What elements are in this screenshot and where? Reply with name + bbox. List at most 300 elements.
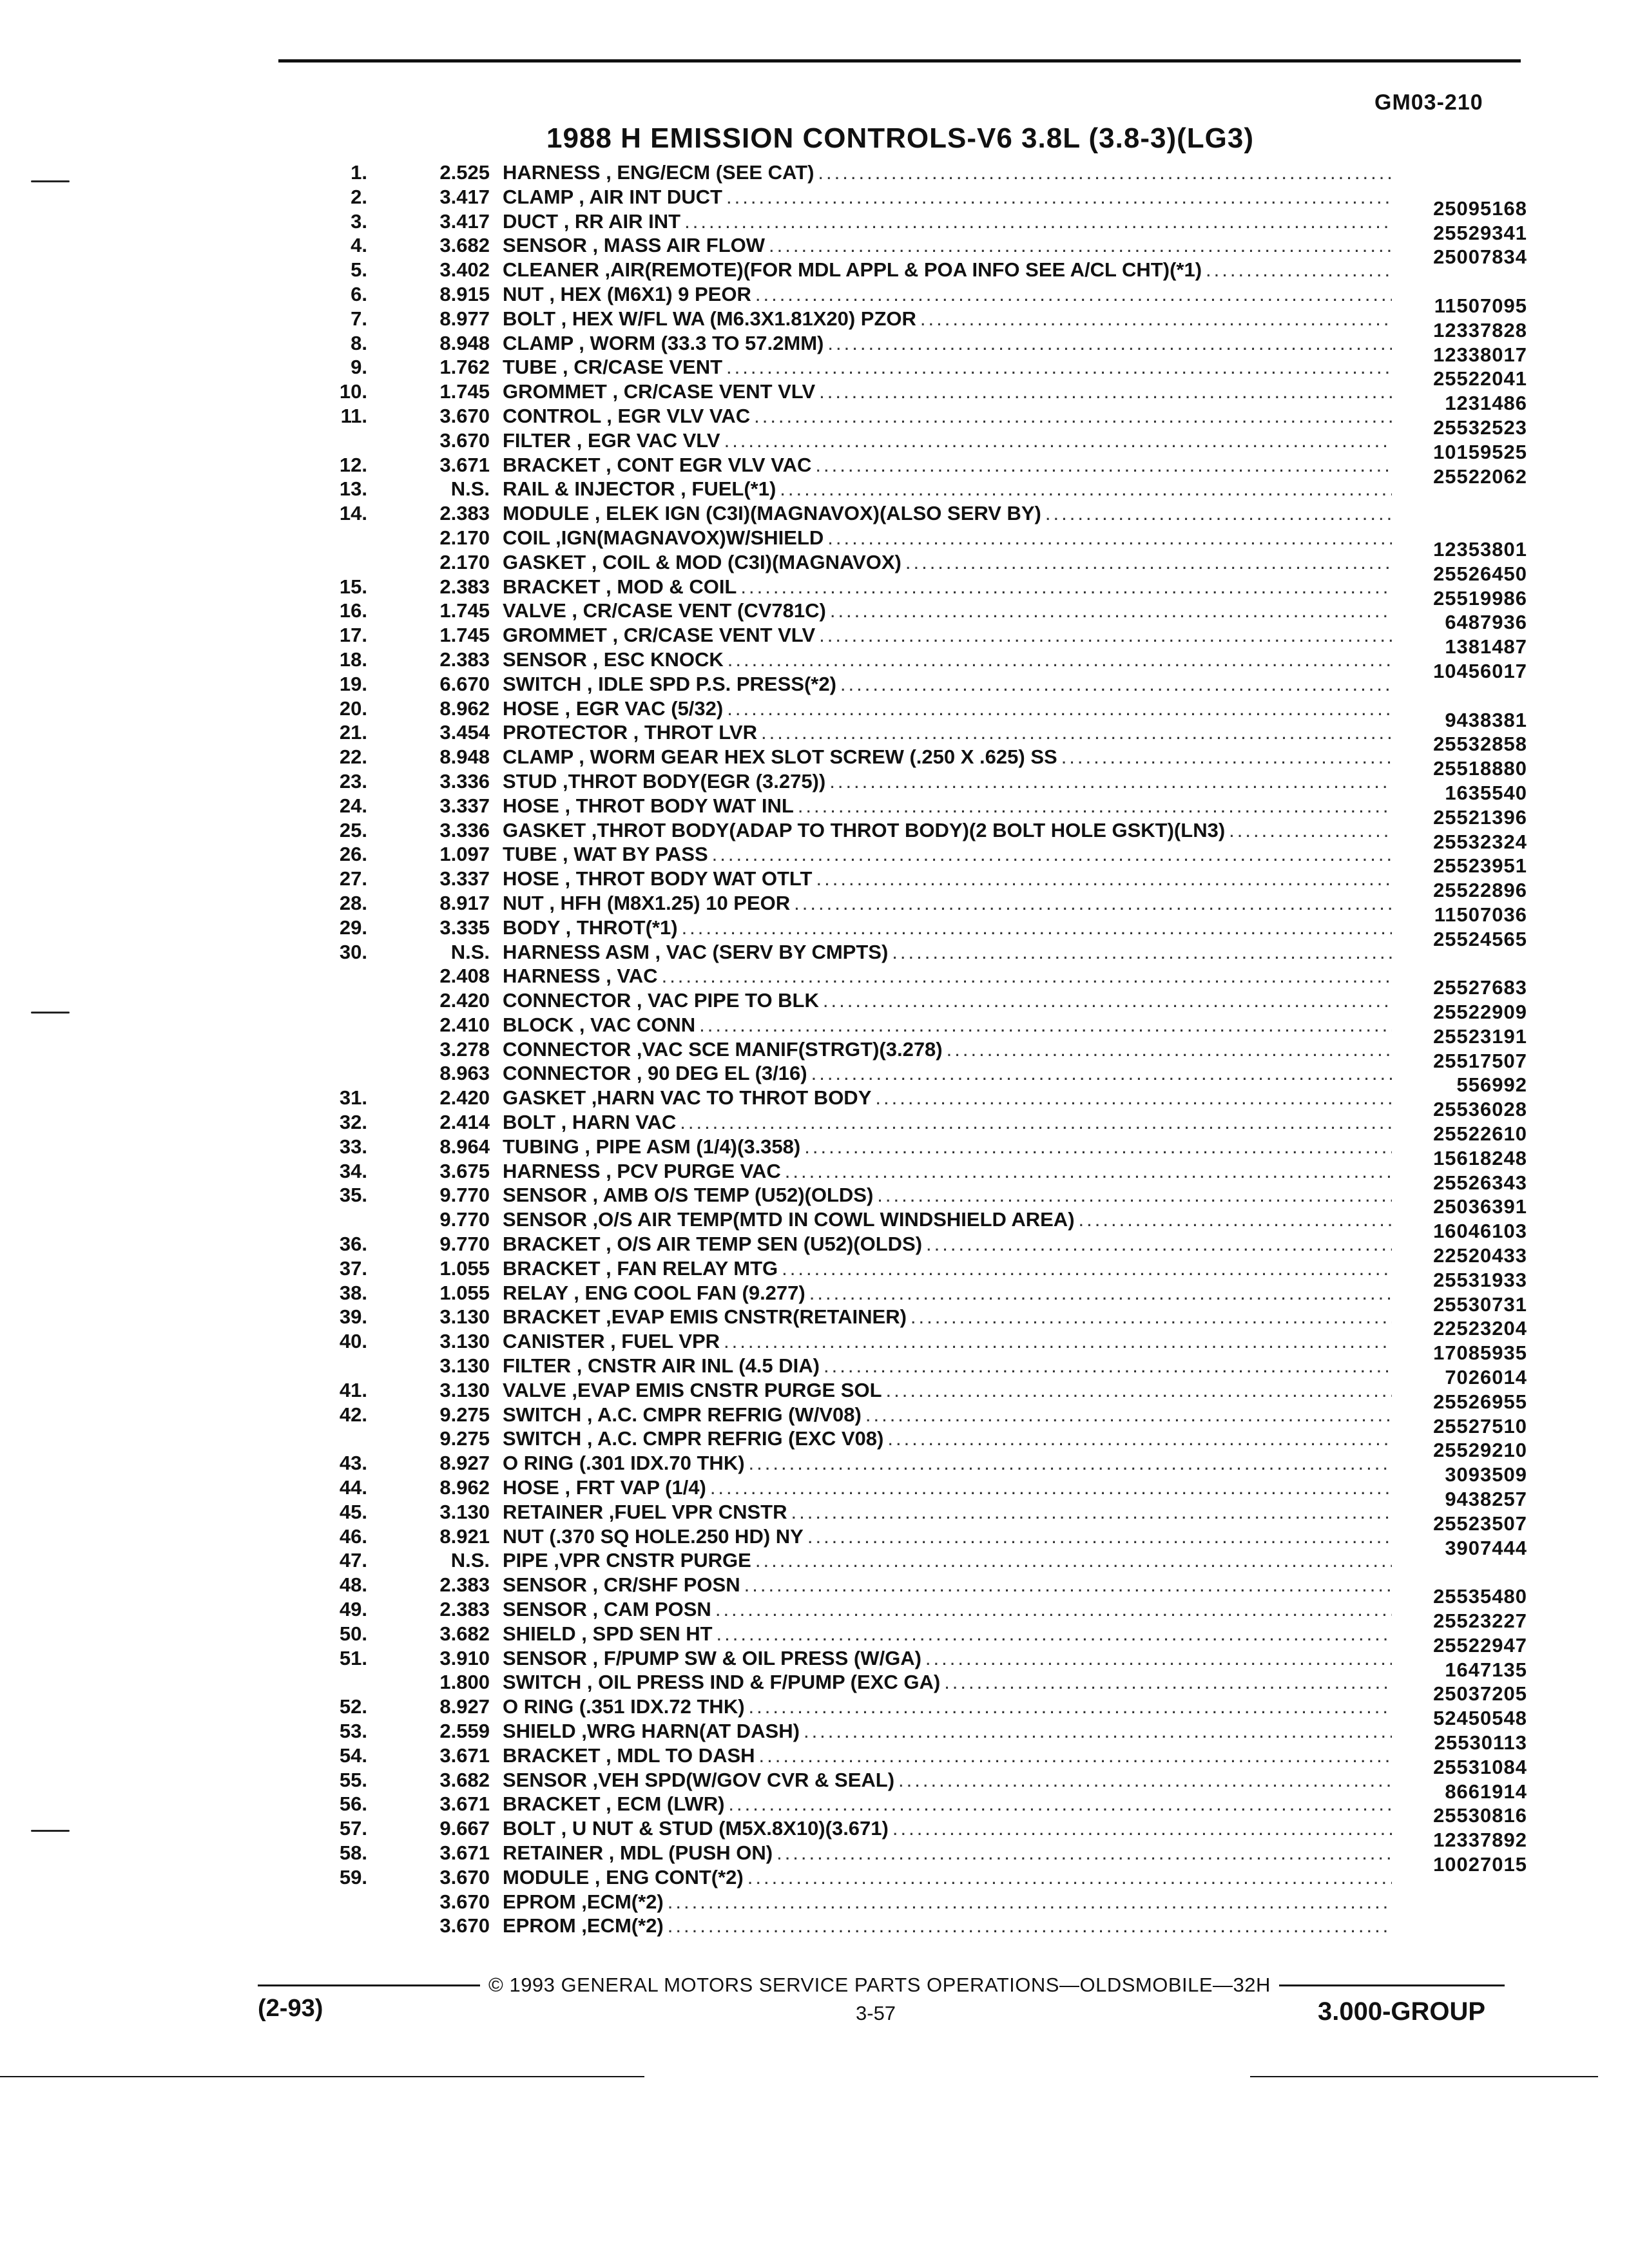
item-number: 34. bbox=[339, 1159, 367, 1182]
part-description-cell bbox=[490, 258, 1392, 282]
part-row bbox=[284, 769, 1527, 804]
dot-leader bbox=[800, 1720, 1392, 1743]
group-number: 3.335 bbox=[439, 916, 490, 939]
part-row bbox=[284, 1013, 1527, 1048]
part-number: 25532523 bbox=[1433, 416, 1527, 439]
group-number: 3.670 bbox=[439, 1865, 490, 1888]
dot-leader bbox=[940, 1671, 1392, 1694]
part-description-cell bbox=[490, 648, 1392, 671]
item-number: 46. bbox=[339, 1524, 367, 1548]
dot-leader bbox=[713, 1622, 1392, 1646]
part-description: BRACKET , ECM (LWR) bbox=[503, 1792, 725, 1816]
dot-leader bbox=[943, 1038, 1392, 1061]
item-number: 31. bbox=[339, 1086, 367, 1110]
part-description-cell bbox=[490, 1184, 1392, 1207]
part-description-cell bbox=[490, 721, 1392, 744]
group-number: 3.670 bbox=[439, 428, 490, 452]
part-description-cell bbox=[490, 1379, 1392, 1402]
dot-leader bbox=[790, 892, 1392, 915]
part-description-cell bbox=[490, 1330, 1392, 1353]
part-description: BRACKET ,EVAP EMIS CNSTR(RETAINER) bbox=[503, 1305, 907, 1329]
dot-leader bbox=[737, 575, 1392, 599]
part-description: EPROM ,ECM(*2) bbox=[503, 1914, 664, 1937]
part-number: 25529341 bbox=[1433, 221, 1527, 244]
dot-leader bbox=[1202, 258, 1392, 282]
part-description-cell bbox=[490, 941, 1392, 964]
part-description: NUT , HFH (M8X1.25) 10 PEOR bbox=[503, 891, 791, 914]
item-number: 6. bbox=[351, 282, 367, 305]
part-row bbox=[284, 599, 1527, 634]
item-number: 30. bbox=[339, 940, 367, 963]
item-number: 50. bbox=[339, 1622, 367, 1645]
part-description: CONNECTOR , VAC PIPE TO BLK bbox=[503, 989, 819, 1012]
part-description-cell bbox=[490, 186, 1392, 209]
part-number: 25527683 bbox=[1433, 976, 1527, 999]
item-number: 44. bbox=[339, 1476, 367, 1499]
part-row bbox=[284, 1135, 1527, 1169]
part-description: GASKET ,HARN VAC TO THROT BODY bbox=[503, 1086, 872, 1110]
group-number: 3.682 bbox=[439, 1768, 490, 1791]
parts-list bbox=[284, 161, 1527, 1939]
item-number: 23. bbox=[339, 769, 367, 793]
item-number: 33. bbox=[339, 1135, 367, 1158]
part-description-cell bbox=[490, 380, 1392, 403]
part-number: 25530113 bbox=[1434, 1731, 1527, 1754]
dot-leader bbox=[894, 1769, 1392, 1792]
part-description: HOSE , THROT BODY WAT OTLT bbox=[503, 867, 813, 890]
part-number: 25532324 bbox=[1433, 830, 1527, 853]
part-description: CLAMP , WORM GEAR HEX SLOT SCREW (.250 X .625) SS bbox=[503, 745, 1057, 769]
part-description: SWITCH , A.C. CMPR REFRIG (EXC V08) bbox=[503, 1427, 884, 1450]
group-number: 3.682 bbox=[439, 234, 490, 257]
part-number: 25526955 bbox=[1433, 1390, 1527, 1413]
part-number: 12338017 bbox=[1433, 343, 1527, 366]
group-number: 8.927 bbox=[439, 1452, 490, 1475]
part-description: PROTECTOR , THROT LVR bbox=[503, 721, 757, 744]
part-description-cell bbox=[490, 454, 1392, 477]
part-number: 15618248 bbox=[1433, 1146, 1527, 1169]
group-number: 3.417 bbox=[439, 209, 490, 233]
part-row bbox=[284, 648, 1527, 682]
footer-rule-right bbox=[1279, 1984, 1505, 1986]
part-description-cell bbox=[490, 1427, 1392, 1450]
part-row bbox=[284, 1354, 1527, 1389]
item-number: 48. bbox=[339, 1573, 367, 1597]
group-number: 3.671 bbox=[439, 1841, 490, 1864]
part-row bbox=[284, 891, 1527, 926]
part-number: 12337892 bbox=[1433, 1829, 1527, 1852]
part-description-cell bbox=[490, 161, 1392, 184]
item-number: 43. bbox=[339, 1452, 367, 1475]
part-description: RELAY , ENG COOL FAN (9.277) bbox=[503, 1281, 805, 1304]
part-description-cell bbox=[490, 697, 1392, 720]
part-number: 25521396 bbox=[1433, 805, 1527, 829]
dot-leader bbox=[921, 1647, 1392, 1670]
group-number: 1.055 bbox=[439, 1281, 490, 1304]
group-number: 2.383 bbox=[439, 502, 490, 525]
item-number: 29. bbox=[339, 916, 367, 939]
part-row bbox=[284, 1524, 1527, 1559]
part-row bbox=[284, 575, 1527, 610]
dot-leader bbox=[680, 210, 1392, 233]
dot-leader bbox=[804, 1525, 1392, 1548]
part-description-cell bbox=[490, 1135, 1392, 1158]
group-number: 3.278 bbox=[439, 1037, 490, 1061]
part-row bbox=[284, 1792, 1527, 1827]
part-description-cell bbox=[490, 1257, 1392, 1280]
part-description: CANISTER , FUEL VPR bbox=[503, 1330, 720, 1353]
part-description: CLAMP , AIR INT DUCT bbox=[503, 185, 722, 208]
item-number: 22. bbox=[339, 745, 367, 769]
part-row bbox=[284, 1500, 1527, 1535]
part-description-cell bbox=[490, 745, 1392, 769]
part-description: VALVE ,EVAP EMIS CNSTR PURGE SOL bbox=[503, 1378, 882, 1401]
item-number: 49. bbox=[339, 1598, 367, 1621]
part-description: RETAINER ,FUEL VPR CNSTR bbox=[503, 1500, 787, 1523]
part-number: 52450548 bbox=[1433, 1707, 1527, 1730]
group-number: 3.670 bbox=[439, 404, 490, 427]
dot-leader bbox=[805, 1282, 1392, 1305]
part-description: SENSOR ,VEH SPD(W/GOV CVR & SEAL) bbox=[503, 1768, 895, 1791]
group-number: 1.055 bbox=[439, 1256, 490, 1280]
part-description-cell bbox=[490, 1476, 1392, 1499]
item-number: 35. bbox=[339, 1184, 367, 1207]
part-description: CLAMP , WORM (33.3 TO 57.2MM) bbox=[503, 331, 824, 354]
dot-leader bbox=[664, 1890, 1392, 1914]
group-number: 3.682 bbox=[439, 1622, 490, 1645]
binding-mark bbox=[31, 180, 70, 182]
part-description-cell bbox=[490, 1549, 1392, 1572]
part-number: 9438381 bbox=[1445, 708, 1527, 731]
part-description-cell bbox=[490, 1598, 1392, 1621]
dot-leader bbox=[722, 186, 1392, 209]
group-number: 3.910 bbox=[439, 1646, 490, 1669]
part-description-cell bbox=[490, 526, 1392, 550]
part-description: GROMMET , CR/CASE VENT VLV bbox=[503, 624, 816, 647]
bottom-rule-right bbox=[1250, 2076, 1598, 2077]
part-description-cell bbox=[490, 1501, 1392, 1524]
group-number: 2.383 bbox=[439, 1598, 490, 1621]
part-description: SHIELD , SPD SEN HT bbox=[503, 1622, 713, 1645]
item-number: 3. bbox=[351, 209, 367, 233]
group-number: 8.948 bbox=[439, 331, 490, 354]
dot-leader bbox=[922, 1233, 1392, 1256]
group-number: 2.170 bbox=[439, 526, 490, 549]
binding-mark bbox=[31, 1830, 70, 1832]
group-number: 9.770 bbox=[439, 1208, 490, 1231]
part-number: 25523227 bbox=[1433, 1610, 1527, 1633]
part-description: BOLT , HEX W/FL WA (M6.3X1.81X20) PZOR bbox=[503, 307, 916, 330]
part-number: 9438257 bbox=[1445, 1488, 1527, 1511]
group-number: 9.275 bbox=[439, 1403, 490, 1426]
group-number: 9.770 bbox=[439, 1184, 490, 1207]
item-number: 40. bbox=[339, 1330, 367, 1353]
part-row bbox=[284, 258, 1527, 283]
group-number: 3.670 bbox=[439, 1914, 490, 1937]
part-description-cell bbox=[490, 234, 1392, 257]
part-row bbox=[284, 161, 1527, 186]
group-number: 3.130 bbox=[439, 1354, 490, 1378]
group-number: 2.420 bbox=[439, 989, 490, 1012]
group-number: 8.927 bbox=[439, 1695, 490, 1718]
part-number: 17085935 bbox=[1433, 1341, 1527, 1365]
part-number: 1231486 bbox=[1445, 392, 1527, 415]
group-number: N.S. bbox=[450, 940, 490, 963]
part-description: RETAINER , MDL (PUSH ON) bbox=[503, 1841, 773, 1864]
part-description: HARNESS , PCV PURGE VAC bbox=[503, 1159, 781, 1182]
item-number: 11. bbox=[340, 404, 367, 427]
group-number: 8.962 bbox=[439, 1476, 490, 1499]
part-description: HOSE , EGR VAC (5/32) bbox=[503, 697, 724, 720]
part-row bbox=[284, 209, 1527, 244]
item-number: 45. bbox=[339, 1500, 367, 1523]
group-label: 3.000-GROUP bbox=[1318, 1997, 1486, 2026]
part-description: CONTROL , EGR VLV VAC bbox=[503, 404, 751, 427]
group-number: 3.402 bbox=[439, 258, 490, 282]
part-row bbox=[284, 843, 1527, 878]
part-number: 12337828 bbox=[1433, 318, 1527, 341]
group-number: 3.130 bbox=[439, 1378, 490, 1401]
part-row bbox=[284, 1233, 1527, 1267]
part-description: GASKET ,THROT BODY(ADAP TO THROT BODY)(2 BOLT HOLE GSKT)(LN3) bbox=[503, 818, 1226, 841]
item-number: 18. bbox=[339, 648, 367, 671]
dot-leader bbox=[882, 1379, 1392, 1402]
part-description-cell bbox=[490, 1647, 1392, 1670]
part-description: SENSOR , CAM POSN bbox=[503, 1598, 711, 1621]
part-description-cell bbox=[490, 1086, 1392, 1110]
part-description-cell bbox=[490, 1890, 1392, 1914]
part-number: 11507036 bbox=[1434, 903, 1527, 926]
part-row bbox=[284, 721, 1527, 756]
part-description-cell bbox=[490, 1208, 1392, 1231]
part-row bbox=[284, 1330, 1527, 1365]
group-number: 3.130 bbox=[439, 1330, 490, 1353]
dot-leader bbox=[778, 1257, 1392, 1280]
part-description-cell bbox=[490, 867, 1392, 890]
dot-leader bbox=[862, 1403, 1392, 1427]
dot-leader bbox=[745, 1695, 1392, 1718]
part-description-cell bbox=[490, 892, 1392, 915]
part-description: NUT , HEX (M6X1) 9 PEOR bbox=[503, 282, 751, 305]
group-number: 3.671 bbox=[439, 1744, 490, 1767]
group-number: 2.410 bbox=[439, 1013, 490, 1036]
part-description-cell bbox=[490, 1744, 1392, 1767]
date-code: (2-93) bbox=[258, 1995, 323, 2022]
top-rule bbox=[278, 59, 1521, 62]
part-row bbox=[284, 1111, 1527, 1146]
group-number: 8.977 bbox=[439, 307, 490, 330]
part-row bbox=[284, 1768, 1527, 1803]
part-description-cell bbox=[490, 356, 1392, 379]
item-number: 17. bbox=[339, 624, 367, 647]
group-number: 3.454 bbox=[439, 721, 490, 744]
dot-leader bbox=[695, 1014, 1392, 1037]
part-row bbox=[284, 1622, 1527, 1657]
part-row bbox=[284, 867, 1527, 902]
part-row bbox=[284, 673, 1527, 697]
part-description-cell bbox=[490, 599, 1392, 622]
part-description-cell bbox=[490, 1817, 1392, 1840]
item-number: 8. bbox=[351, 331, 367, 354]
dot-leader bbox=[720, 429, 1392, 452]
part-row bbox=[284, 1305, 1527, 1340]
part-description: SENSOR , CR/SHF POSN bbox=[503, 1573, 740, 1597]
part-description-cell bbox=[490, 405, 1392, 428]
item-number: 7. bbox=[351, 307, 367, 330]
group-number: 2.414 bbox=[439, 1111, 490, 1134]
part-row bbox=[284, 1890, 1527, 1915]
item-number: 58. bbox=[339, 1841, 367, 1864]
part-description-cell bbox=[490, 989, 1392, 1012]
dot-leader bbox=[815, 624, 1392, 647]
part-description: SENSOR , ESC KNOCK bbox=[503, 648, 724, 671]
part-row bbox=[284, 1549, 1527, 1573]
part-row bbox=[284, 1452, 1527, 1486]
group-number: 2.383 bbox=[439, 648, 490, 671]
group-number: 3.130 bbox=[439, 1305, 490, 1329]
group-number: 8.917 bbox=[439, 891, 490, 914]
part-description: BRACKET , CONT EGR VLV VAC bbox=[503, 453, 812, 476]
part-description-cell bbox=[490, 1866, 1392, 1889]
item-number: 57. bbox=[339, 1817, 367, 1840]
item-number: 25. bbox=[339, 818, 367, 841]
part-row bbox=[284, 307, 1527, 341]
part-description-cell bbox=[490, 1914, 1392, 1937]
part-description: SWITCH , OIL PRESS IND & F/PUMP (EXC GA) bbox=[503, 1671, 941, 1694]
item-number: 47. bbox=[339, 1549, 367, 1572]
part-row bbox=[284, 1866, 1527, 1890]
part-row bbox=[284, 1208, 1527, 1243]
dot-leader bbox=[1057, 745, 1392, 769]
part-description: BRACKET , MOD & COIL bbox=[503, 575, 737, 598]
dot-leader bbox=[740, 1573, 1392, 1597]
part-number: 12353801 bbox=[1433, 537, 1527, 561]
part-description: SENSOR , MASS AIR FLOW bbox=[503, 234, 766, 257]
part-row bbox=[284, 1256, 1527, 1291]
group-number: 1.745 bbox=[439, 599, 490, 622]
part-number: 11507095 bbox=[1434, 294, 1527, 317]
part-number: 25519986 bbox=[1433, 586, 1527, 610]
part-description: BLOCK , VAC CONN bbox=[503, 1013, 696, 1036]
part-number: 25095168 bbox=[1433, 197, 1527, 220]
part-description-cell bbox=[490, 673, 1392, 696]
part-row bbox=[284, 1281, 1527, 1316]
part-number: 25007834 bbox=[1433, 245, 1527, 269]
part-description-cell bbox=[490, 1573, 1392, 1597]
part-number: 10027015 bbox=[1433, 1852, 1527, 1876]
part-description-cell bbox=[490, 1354, 1392, 1378]
part-description: SENSOR , F/PUMP SW & OIL PRESS (W/GA) bbox=[503, 1646, 921, 1669]
group-number: 8.963 bbox=[439, 1062, 490, 1085]
part-row bbox=[284, 1159, 1527, 1194]
group-number: 2.408 bbox=[439, 965, 490, 988]
part-row bbox=[284, 1403, 1527, 1437]
item-number: 56. bbox=[339, 1792, 367, 1816]
part-number: 25522610 bbox=[1433, 1122, 1527, 1146]
part-description-cell bbox=[490, 283, 1392, 306]
dot-leader bbox=[873, 1184, 1392, 1207]
part-number: 10456017 bbox=[1433, 659, 1527, 682]
item-number: 1. bbox=[351, 161, 367, 184]
part-number: 25526343 bbox=[1433, 1171, 1527, 1194]
part-description: PIPE ,VPR CNSTR PURGE bbox=[503, 1549, 751, 1572]
part-row bbox=[284, 1914, 1527, 1939]
part-description: BOLT , U NUT & STUD (M5X.8X10)(3.671) bbox=[503, 1817, 889, 1840]
part-description-cell bbox=[490, 502, 1392, 525]
item-number: 20. bbox=[339, 697, 367, 720]
part-description-cell bbox=[490, 794, 1392, 818]
part-number: 1647135 bbox=[1445, 1658, 1527, 1681]
part-description: CONNECTOR ,VAC SCE MANIF(STRGT)(3.278) bbox=[503, 1037, 943, 1061]
part-number: 25523951 bbox=[1433, 854, 1527, 878]
part-description: EPROM ,ECM(*2) bbox=[503, 1890, 664, 1913]
part-row bbox=[284, 1671, 1527, 1706]
page-number: 3-57 bbox=[856, 2002, 896, 2024]
dot-leader bbox=[678, 916, 1392, 939]
part-row bbox=[284, 697, 1527, 731]
dot-leader bbox=[755, 1744, 1392, 1767]
part-description: GROMMET , CR/CASE VENT VLV bbox=[503, 380, 816, 403]
item-number: 24. bbox=[339, 794, 367, 817]
part-description: FILTER , CNSTR AIR INL (4.5 DIA) bbox=[503, 1354, 820, 1378]
part-number: 6487936 bbox=[1445, 611, 1527, 634]
part-row bbox=[284, 818, 1527, 853]
part-row bbox=[284, 1598, 1527, 1633]
group-number: 2.559 bbox=[439, 1720, 490, 1742]
dot-leader bbox=[807, 1062, 1392, 1085]
part-number: 25522947 bbox=[1433, 1633, 1527, 1657]
group-number: 1.800 bbox=[439, 1671, 490, 1694]
group-number: 3.336 bbox=[439, 769, 490, 793]
part-description: VALVE , CR/CASE VENT (CV781C) bbox=[503, 599, 826, 622]
part-number: 25530816 bbox=[1433, 1804, 1527, 1827]
part-description-cell bbox=[490, 1038, 1392, 1061]
dot-leader bbox=[776, 477, 1392, 501]
part-row bbox=[284, 1744, 1527, 1778]
part-number: 25535480 bbox=[1433, 1585, 1527, 1608]
item-number: 14. bbox=[339, 502, 367, 525]
part-description: STUD ,THROT BODY(EGR (3.275)) bbox=[503, 769, 826, 793]
part-row bbox=[284, 234, 1527, 269]
group-number: 2.383 bbox=[439, 1573, 490, 1597]
dot-leader bbox=[794, 794, 1392, 818]
part-number: 25522041 bbox=[1433, 367, 1527, 390]
part-description-cell bbox=[490, 477, 1392, 501]
part-description-cell bbox=[490, 1792, 1392, 1816]
dot-leader bbox=[773, 1841, 1392, 1865]
dot-leader bbox=[907, 1305, 1392, 1329]
part-row bbox=[284, 1062, 1527, 1097]
dot-leader bbox=[871, 1086, 1392, 1110]
part-number: 25527510 bbox=[1433, 1414, 1527, 1437]
part-row bbox=[284, 428, 1527, 463]
part-number: 7026014 bbox=[1445, 1366, 1527, 1389]
item-number: 12. bbox=[339, 453, 367, 476]
part-number: 25532858 bbox=[1433, 733, 1527, 756]
dot-leader bbox=[1075, 1208, 1392, 1231]
item-number: 21. bbox=[339, 721, 367, 744]
part-description: SENSOR ,O/S AIR TEMP(MTD IN COWL WINDSHIELD AREA) bbox=[503, 1208, 1075, 1231]
part-number: 25036391 bbox=[1433, 1195, 1527, 1218]
dot-leader bbox=[787, 1501, 1393, 1524]
doc-code: GM03-210 bbox=[1374, 90, 1483, 115]
part-row bbox=[284, 502, 1527, 526]
group-number: 9.667 bbox=[439, 1817, 490, 1840]
item-number: 27. bbox=[339, 867, 367, 890]
dot-leader bbox=[723, 697, 1392, 720]
group-number: 1.745 bbox=[439, 624, 490, 647]
part-description: NUT (.370 SQ HOLE.250 HD) NY bbox=[503, 1524, 804, 1548]
